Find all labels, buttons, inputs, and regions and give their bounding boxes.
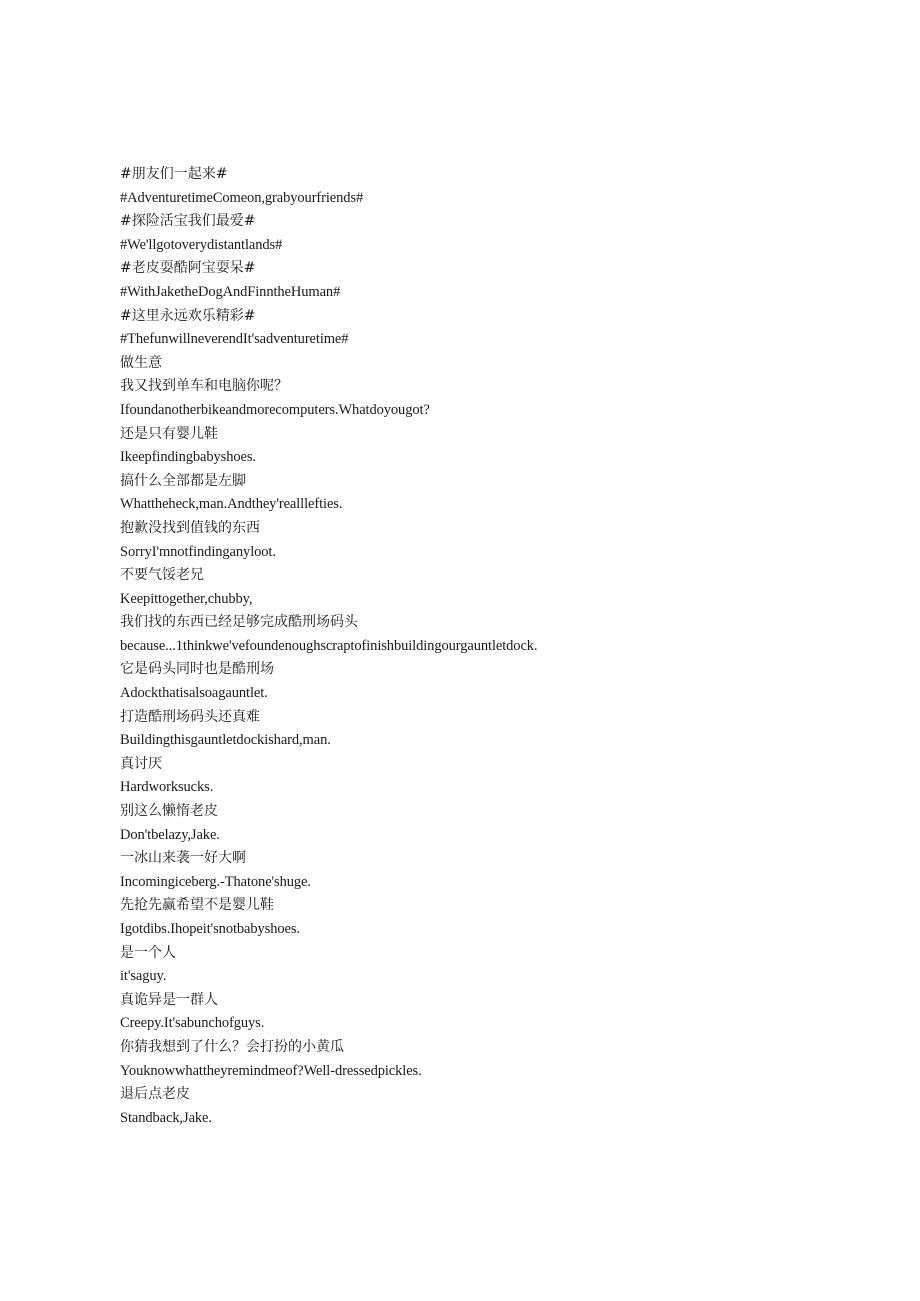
subtitle-line-chinese: #这里永远欢乐精彩# (120, 307, 256, 324)
subtitle-line-chinese: 不要气馁老兄 (120, 567, 204, 584)
subtitle-line-english: Adockthatisalsoagauntlet. (120, 685, 268, 702)
subtitle-line-english: #AdventuretimeComeon,grabyourfriends# (120, 189, 364, 206)
subtitle-line-chinese: 一冰山来袭一好大啊 (120, 850, 246, 867)
subtitle-line-english: SorryI'mnotfindinganyloot. (120, 543, 276, 560)
subtitle-line-chinese: 你猜我想到了什么？会打扮的小黄瓜 (120, 1038, 344, 1055)
subtitle-line-english: Hardworksucks. (120, 779, 214, 796)
subtitle-line-chinese: 真诡异是一群人 (120, 991, 218, 1008)
subtitle-line-chinese: #老皮耍酷阿宝耍呆# (120, 260, 256, 277)
subtitle-line-english: Buildingthisgauntletdockishard,man. (120, 732, 331, 749)
subtitle-line-chinese: 我又找到单车和电脑你呢？ (120, 378, 288, 395)
subtitle-line-chinese: 先抢先赢希望不是婴儿鞋 (120, 897, 274, 914)
subtitle-line-english: Ifoundanotherbikeandmorecomputers.Whatdoyougot? (120, 401, 430, 418)
subtitle-line-english: Incomingiceberg.-Thatone'shuge. (120, 873, 311, 890)
subtitle-line-english: Don'tbelazy,Jake. (120, 826, 220, 843)
subtitle-line-chinese: 打造酷刑场码头还真难 (120, 708, 260, 725)
subtitle-line-english: Creepy.It'sabunchofguys. (120, 1015, 265, 1032)
subtitle-line-english: Keepittogether,chubby, (120, 590, 253, 607)
subtitle-line-chinese: #朋友们一起来# (120, 166, 228, 182)
subtitle-line-chinese: 是一个人 (120, 944, 176, 961)
subtitle-line-english: Youknowwhattheyremindmeof?Well-dressedpickles. (120, 1062, 422, 1079)
subtitle-line-english: #We'llgotoverydistantlands# (120, 236, 283, 253)
subtitle-line-english: Whattheheck,man.Andthey'realllefties. (120, 496, 343, 513)
subtitle-line-chinese: 退后点老皮 (120, 1086, 190, 1103)
subtitle-line-english: Igotdibs.Ihopeit'snotbabyshoes. (120, 921, 300, 937)
subtitle-line-chinese: 搞什么全部都是左脚 (120, 472, 246, 489)
subtitle-line-english: because...1thinkwe'vefoundenoughscraptofinishbuildingourgauntletdock. (120, 637, 538, 654)
subtitle-line-chinese: #探险活宝我们最爱# (120, 213, 256, 230)
subtitle-line-english: #ThefunwillneverendIt'sadventuretime# (120, 331, 349, 348)
subtitle-line-chinese: 别这么懒惰老皮 (120, 803, 218, 820)
subtitle-line-chinese: 它是码头同时也是酷刑场 (120, 661, 274, 678)
subtitle-line-chinese: 真讨厌 (120, 755, 162, 772)
subtitle-line-english: it'saguy. (120, 968, 167, 985)
subtitle-line-chinese: 我们找的东西已经足够完成酷刑场码头 (120, 614, 358, 631)
subtitle-line-chinese: 抱歉没找到值钱的东西 (120, 519, 260, 536)
subtitle-line-chinese: 做生意 (120, 354, 162, 371)
transcript-lines (120, 163, 820, 1130)
subtitle-line-chinese: 还是只有婴儿鞋 (120, 425, 218, 442)
subtitle-line-english: Standback,Jake. (120, 1109, 212, 1126)
subtitle-line-english: Ikeepfindingbabyshoes. (120, 449, 256, 466)
subtitle-line-english: #WithJaketheDogAndFinntheHuman# (120, 283, 341, 300)
